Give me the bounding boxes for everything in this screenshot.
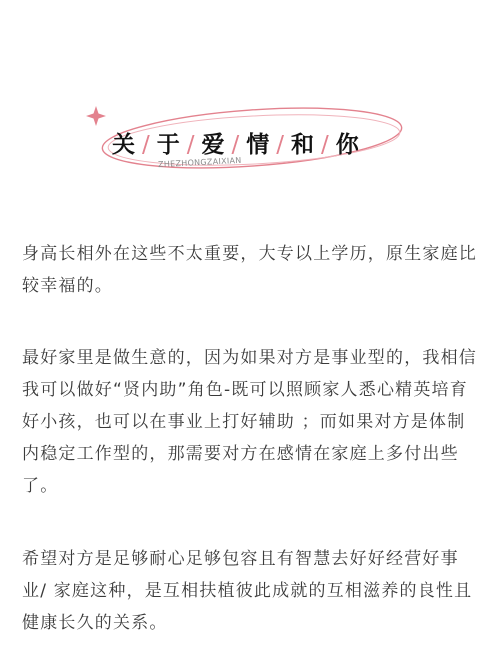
title-separator: /: [321, 132, 330, 158]
title-part: 你: [335, 132, 360, 158]
title-separator: /: [276, 132, 285, 158]
title-subtitle: ZHEZHONGZAIXIAN: [157, 155, 242, 170]
title-part: 情: [246, 132, 271, 158]
title-separator: /: [186, 132, 196, 158]
title-section: [0, 88, 500, 188]
sparkle-icon: [86, 106, 106, 126]
title-part: 爱: [201, 132, 226, 158]
paragraph-requirements: 身高长相外在这些不太重要，大专以上学历，原生家庭比较幸福的。: [22, 244, 477, 296]
title-part: 和: [291, 132, 315, 158]
title-part: 关: [112, 132, 136, 158]
paragraph-family-background: 最好家里是做生意的，因为如果对方是事业型的，我相信我可以做好“贤内助”角色-既可以照顾家人悉心精英培育好小孩，也可以在事业上打好辅助 ；而如果对方是体制内稳定工作型的，那需要对方在感情在家庭上多付出些了。: [22, 348, 477, 496]
title-separator: /: [142, 132, 151, 158]
page-title: [112, 126, 360, 159]
title-part: 于: [156, 132, 181, 158]
title-separator: /: [231, 132, 241, 158]
paragraph-hopes: 希望对方是足够耐心足够包容且有智慧去好好经营好事业/ 家庭这种，是互相扶植彼此成就的互相滋养的良性且健康长久的关系。: [22, 549, 473, 633]
